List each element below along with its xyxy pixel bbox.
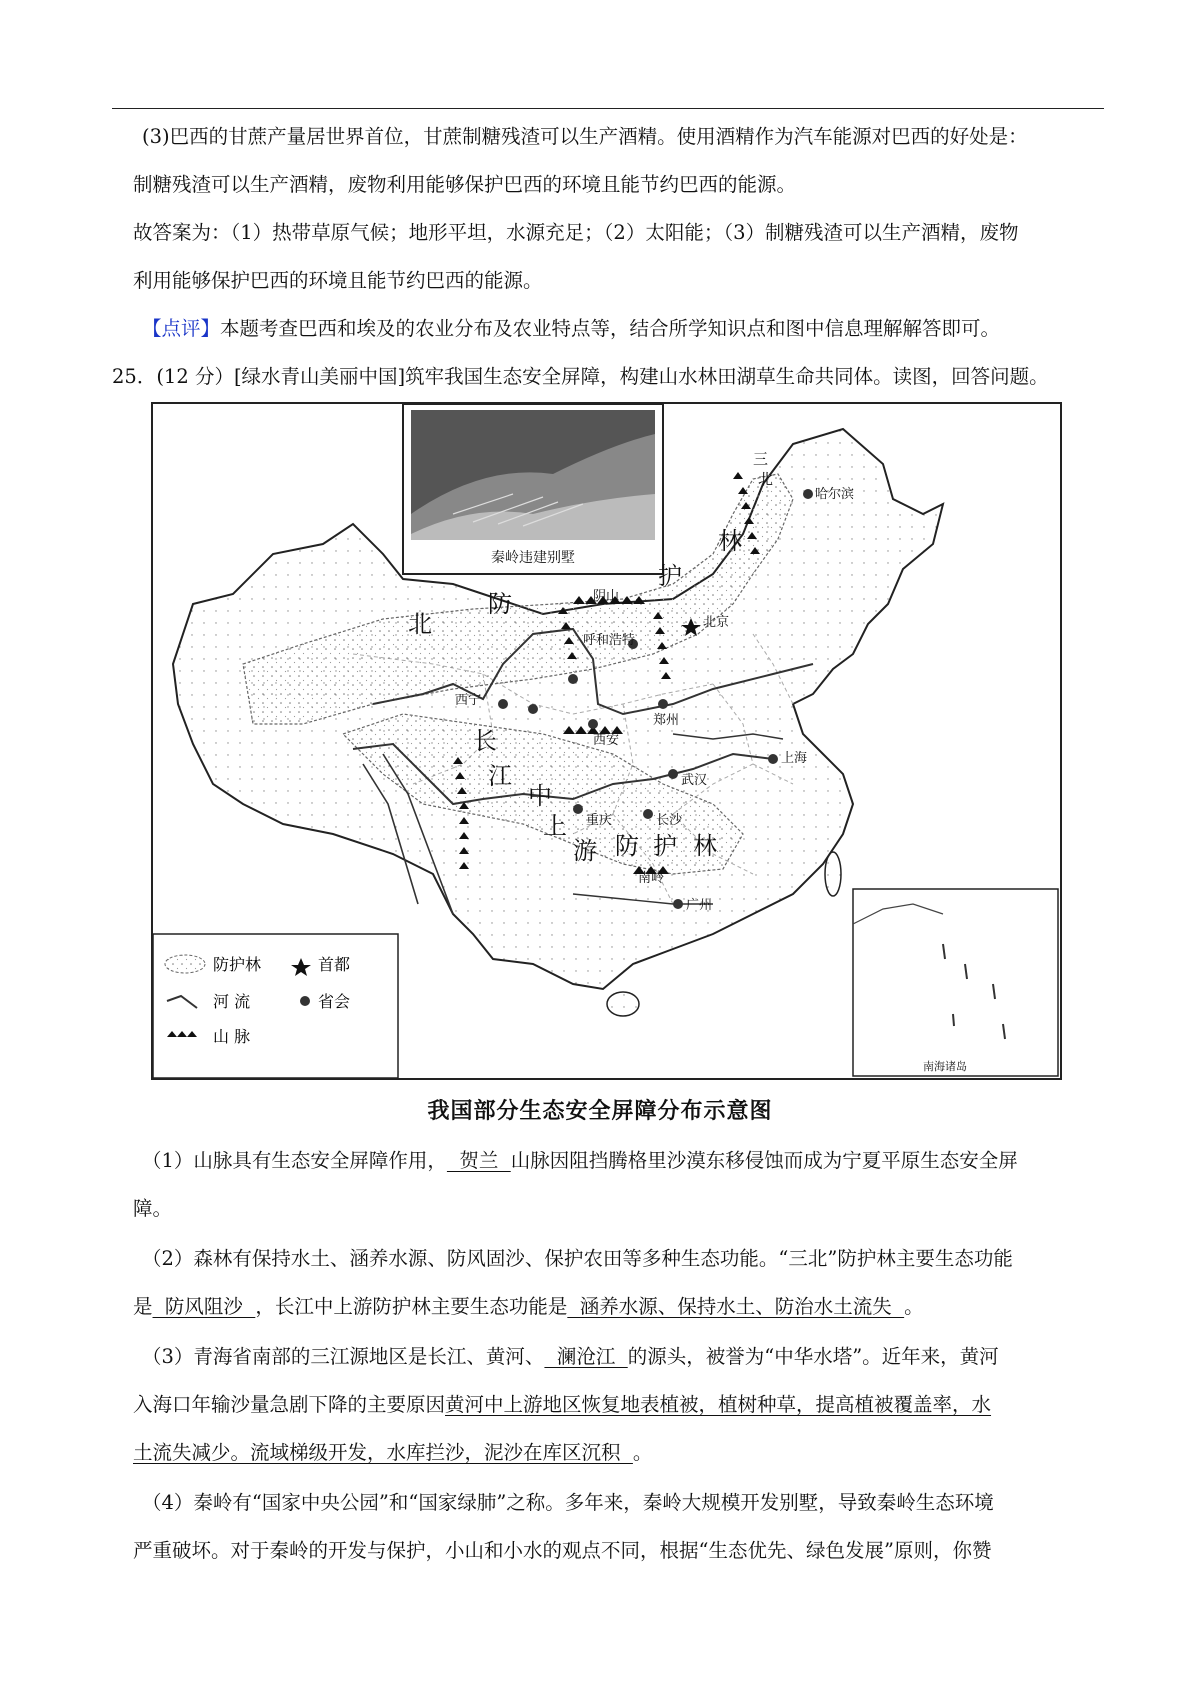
text-line-1: (3)巴西的甘蔗产量居世界首位，甘蔗制糖残渣可以生产酒精。使用酒精作为汽车能源对巴西的好处是： [142,125,1028,148]
answer-q1-line1: （1）山脉具有生态安全屏障作用， 贺兰 山脉因阻挡腾格里沙漠东移侵蚀而成为宁夏平原生态安全屏 [142,1149,1018,1172]
question-number: 25． [112,365,157,388]
answer-q2-blank2: 涵养水源、保持水土、防治水土流失 [567,1295,905,1318]
city-shanghai: 上海 [781,751,808,766]
answer-q3-blank2b: 土流失减少。流域梯级开发，水库拦沙，泥沙在库区沉积 [133,1441,633,1464]
city-xining: 西宁 [455,693,482,708]
south-sea-label: 南海诸岛 [923,1060,967,1073]
legend-label-belt: 防护林 [213,955,262,974]
south-sea-inset [853,889,1058,1076]
legend-label-capital: 首都 [318,955,351,974]
city-beijing: 北京 [703,615,730,630]
ecology-barrier-map [151,402,1062,1080]
map-caption: 我国部分生态安全屏障分布示意图 [427,1098,773,1124]
legend-label-river: 河 流 [213,992,251,1011]
mountain-yinshan: 阴山 [593,589,620,604]
comment-line [142,316,1000,342]
inset-caption: 秦岭违建别墅 [491,550,575,566]
city-chongqing: 重庆 [586,813,613,828]
answer-q1-blank: 贺兰 [446,1149,511,1172]
answer-q3-blank1: 澜沧江 [544,1345,628,1368]
answer-q3-line1: （3）青海省南部的三江源地区是长江、黄河、 澜沧江 的源头，被誉为“中华水塔”。近年来，黄河 [142,1345,999,1368]
belt-label-chang: 长 [473,727,497,755]
city-xian: 西安 [593,733,620,748]
mountain-nanling: 南岭 [638,871,665,886]
city-huhehaote: 呼和浩特 [583,633,636,648]
legend-label-capital-city: 省会 [318,992,351,1011]
belt-label-jiang: 江 [488,762,512,790]
answer-q4-line2: 严重破坏。对于秦岭的开发与保护，小山和小水的观点不同，根据“生态优先、绿色发展”原则，你赞 [133,1539,992,1562]
city-zhengzhou: 郑州 [653,713,680,728]
legend-label-mountain: 山 脉 [213,1027,251,1046]
answer-q2-line2: 是 防风阻沙 ，长江中上游防护林主要生态功能是 涵养水源、保持水土、防治水土流失 。 [133,1295,924,1318]
belt-label-you: 游 [573,837,597,865]
map-drawing [153,404,1060,1078]
belt-label-hu-2: 护 [653,832,677,860]
answer-q2-line1: （2）森林有保持水土、涵养水源、防风固沙、保护农田等多种生态功能。“三北”防护林主要生态功能 [142,1247,1013,1270]
belt-label-fang-2: 防 [615,832,639,860]
answer-q2-blank1: 防风阻沙 [152,1295,256,1318]
text-line-2: 制糖残渣可以生产酒精，废物利用能够保护巴西的环境且能节约巴西的能源。 [133,173,797,196]
city-changsha: 长沙 [656,813,683,828]
question-text: (12 分）[绿水青山美丽中国]筑牢我国生态安全屏障，构建山水林田湖草生命共同体。读图，回答问题。 [156,365,1049,388]
answer-q4-line1: （4）秦岭有“国家中央公园”和“国家绿肺”之称。多年来，秦岭大规模开发别墅，导致秦岭生态环境 [142,1491,994,1514]
sanbei-char-2: 北 [758,470,774,488]
comment-tag: 【点评】 [142,317,221,340]
city-harbin: 哈尔滨 [815,487,855,502]
belt-label-zhong: 中 [528,782,552,810]
belt-label-lin-2: 林 [693,832,717,860]
answer-q3-line3: 土流失减少。流域梯级开发，水库拦沙，泥沙在库区沉积 。 [133,1441,653,1464]
answer-q3-line2: 入海口年输沙量急剧下降的主要原因黄河中上游地区恢复地表植被，植树种草，提高植被覆盖率，水 [133,1393,992,1416]
header-rule [112,108,1104,109]
belt-label-hu: 护 [658,562,682,590]
comment-text: 本题考查巴西和埃及的农业分布及农业特点等，结合所学知识点和图中信息理解解答即可。 [220,317,1001,340]
city-wuhan: 武汉 [681,773,708,788]
belt-label-bei: 北 [408,610,432,638]
question-25 [112,364,1049,390]
answer-q1-line2: 障。 [133,1197,173,1220]
belt-label-fang: 防 [488,590,512,618]
text-line-3: 故答案为：（1）热带草原气候；地形平坦，水源充足；（2）太阳能；（3）制糖残渣可以生产酒精，废物 [133,221,1019,244]
belt-label-lin: 林 [718,527,742,555]
city-guangzhou: 广州 [686,898,713,913]
answer-q3-blank2a: 黄河中上游地区恢复地表植被，植树种草，提高植被覆盖率，水 [445,1393,992,1416]
text-line-4: 利用能够保护巴西的环境且能节约巴西的能源。 [133,269,543,292]
sanbei-char-1: 三 [753,450,769,468]
belt-label-shang: 上 [543,812,567,840]
